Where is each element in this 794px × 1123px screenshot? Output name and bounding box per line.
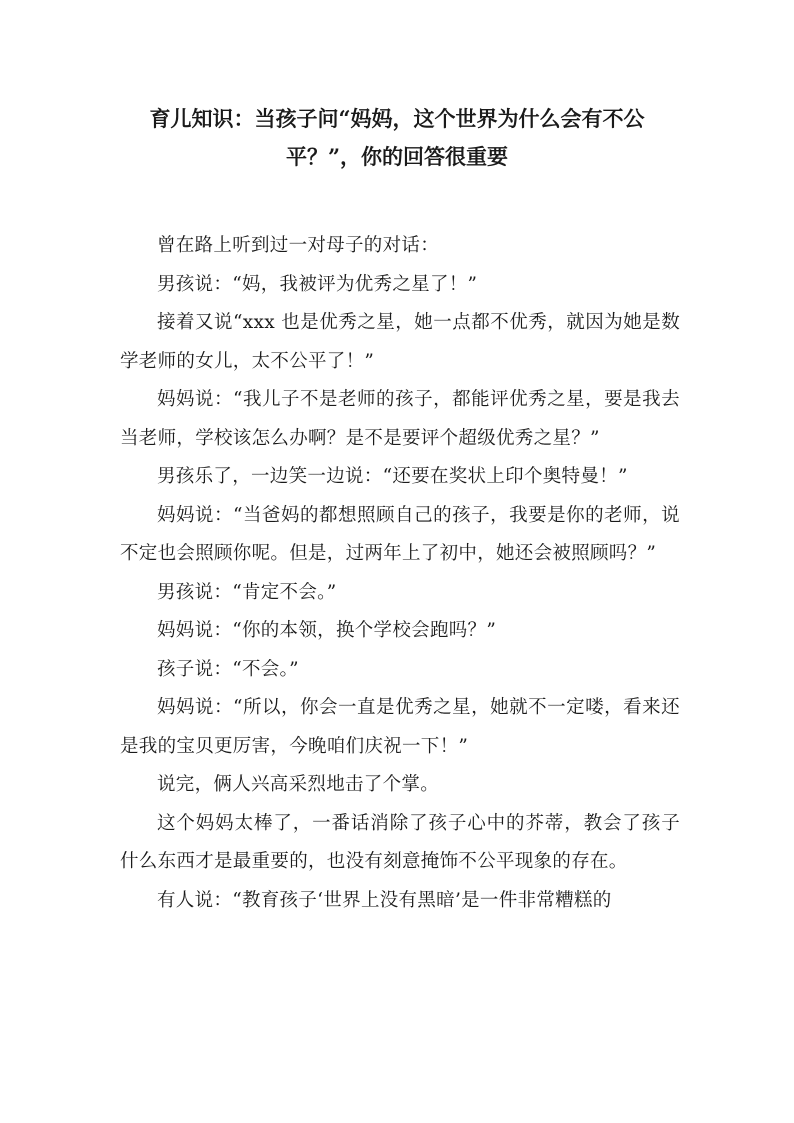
paragraph: 曾在路上听到过一对母子的对话：: [157, 235, 440, 256]
paragraph: 说完，俩人兴高采烈地击了个掌。: [157, 774, 440, 795]
paragraph: 接着又说“xxx 也是优秀之星，她一点都不优秀，就因为她是数学老师的女儿，太不公平了！”: [120, 312, 680, 372]
paragraph: 妈妈说：“所以，你会一直是优秀之星，她就不一定喽，看来还是我的宝贝更厉害，今晚咱们庆祝一下！”: [120, 697, 680, 757]
paragraph: 男孩说：“肯定不会。”: [157, 581, 337, 603]
paragraph: 有人说：“教育孩子‘世界上没有黑暗’是一件非常糟糕的: [157, 889, 612, 911]
paragraph: 妈妈说：“我儿子不是老师的孩子，都能评优秀之星，要是我去当老师，学校该怎么办啊？是不是要评个超级优秀之星？”: [120, 389, 680, 449]
title-line-2: 平？”，你的回答很重要: [285, 144, 509, 169]
paragraph: 男孩说：“妈，我被评为优秀之星了！”: [157, 273, 478, 295]
document-body: [120, 227, 680, 920]
paragraph: 妈妈说：“当爸妈的都想照顾自己的孩子，我要是你的老师，说不定也会照顾你呢。但是，过两年上了初中，她还会被照顾吗？”: [120, 504, 680, 564]
paragraph: 这个妈妈太棒了，一番话消除了孩子心中的芥蒂，教会了孩子什么东西才是最重要的，也没有刻意掩饰不公平现象的存在。: [120, 812, 680, 872]
paragraph: 孩子说：“不会。”: [157, 658, 299, 680]
paragraph: 妈妈说：“你的本领，换个学校会跑吗？”: [157, 620, 497, 641]
document-title: [110, 100, 684, 176]
title-line-1: 育儿知识：当孩子问“妈妈，这个世界为什么会有不公: [149, 106, 645, 131]
paragraph: 男孩乐了，一边笑一边说：“还要在奖状上印个奥特曼！”: [157, 466, 628, 487]
